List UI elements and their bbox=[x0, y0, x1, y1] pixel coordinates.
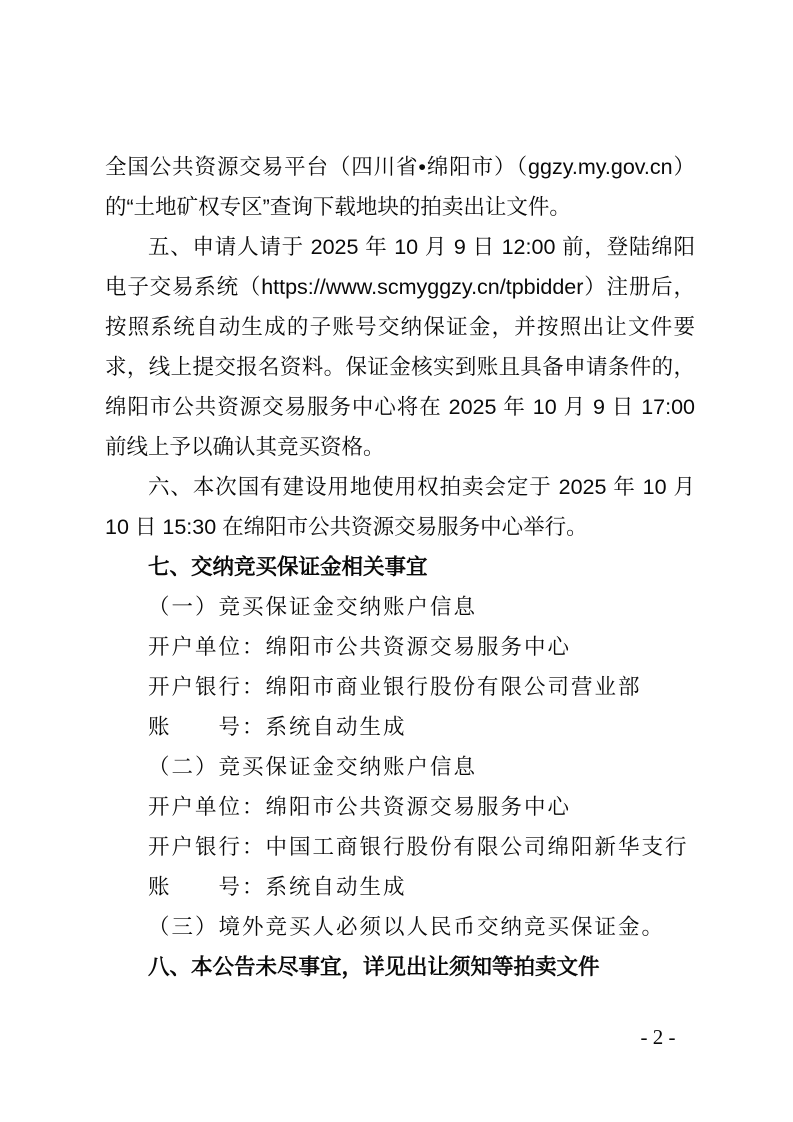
paragraph: 六、本次国有建设用地使用权拍卖会定于 2025 年 10 月 10 日 15:30 在绵阳市公共资源交易服务中心举行。 bbox=[105, 475, 695, 539]
paragraph: 账 号：系统自动生成 bbox=[148, 715, 407, 739]
page-number: - 2 - bbox=[640, 1025, 676, 1049]
document-body bbox=[105, 147, 695, 987]
paragraph: 开户单位：绵阳市公共资源交易服务中心 bbox=[148, 635, 572, 659]
paragraph: 账 号：系统自动生成 bbox=[148, 875, 407, 899]
paragraph: 五、申请人请于 2025 年 10 月 9 日 12:00 前，登陆绵阳电子交易系统（https://www.scmyggzy.cn/tpbidder）注册后，按照系统自动生成的子账号交纳保证金，并按照出让文件要求，线上提交报名资料。保证金核实到账且具备申请条件的，绵阳市公共资源交易服务中心将在 2025 年 10 月 9 日 17:00 前线上予以确认其竞买资格。 bbox=[105, 235, 695, 459]
paragraph: 开户银行：中国工商银行股份有限公司绵阳新华支行 bbox=[148, 835, 689, 859]
paragraph: 八、本公告未尽事宜，详见出让须知等拍卖文件 bbox=[148, 955, 600, 979]
paragraph: 开户银行：绵阳市商业银行股份有限公司营业部 bbox=[148, 675, 642, 699]
paragraph: （一）竞买保证金交纳账户信息 bbox=[148, 595, 478, 619]
paragraph: 开户单位：绵阳市公共资源交易服务中心 bbox=[148, 795, 572, 819]
paragraph: （三）境外竞买人必须以人民币交纳竞买保证金。 bbox=[148, 915, 666, 939]
paragraph: 全国公共资源交易平台（四川省•绵阳市）（ggzy.my.gov.cn）的“土地矿权专区”查询下载地块的拍卖出让文件。 bbox=[105, 155, 695, 219]
paragraph: 七、交纳竞买保证金相关事宜 bbox=[148, 555, 428, 579]
paragraph: （二）竞买保证金交纳账户信息 bbox=[148, 755, 478, 779]
